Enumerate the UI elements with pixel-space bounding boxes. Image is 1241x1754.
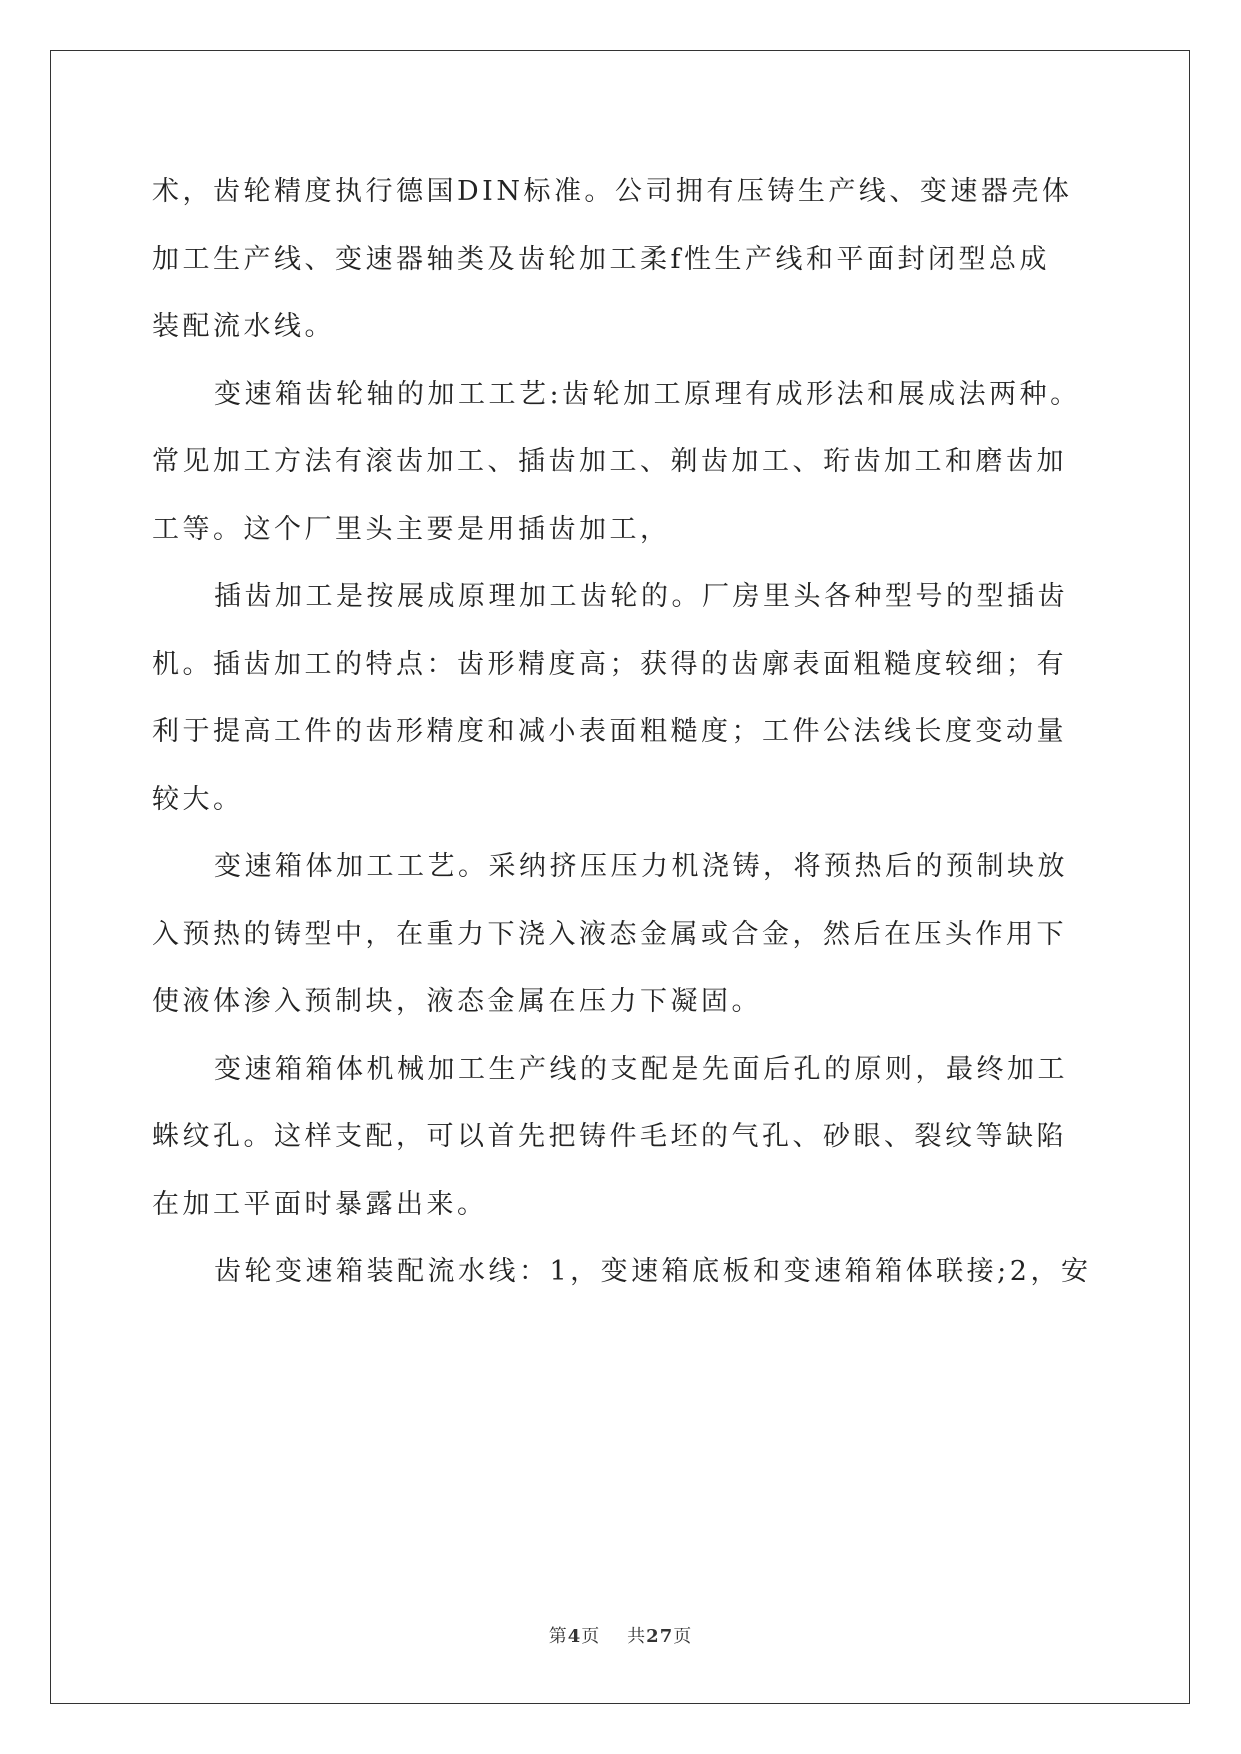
text-line: 变速箱箱体机械加工生产线的支配是先面后孔的原则，最终加工	[214, 1053, 1068, 1085]
text-line: 变速箱齿轮轴的加工工艺:齿轮加工原理有成形法和展成法两种。	[214, 378, 1081, 410]
paragraph-6	[152, 1238, 1092, 1306]
paragraph-1	[152, 158, 1092, 361]
text-line: 变速箱体加工工艺。采纳挤压压力机浇铸，将预热后的预制块放	[214, 851, 1068, 882]
text-line: 插齿加工是按展成原理加工齿轮的。厂房里头各种型号的型插齿	[214, 581, 1068, 612]
footer-page-unit: 页	[581, 1626, 601, 1647]
text-line: 机。插齿加工的特点：齿形精度高；获得的齿廓表面粗糙度较细；有	[152, 648, 1067, 680]
paragraph-3	[152, 563, 1092, 833]
text-line: 装配流水线。	[152, 311, 335, 342]
document-body	[152, 158, 1092, 1306]
text-line: 使液体渗入预制块，液态金属在压力下凝固。	[152, 986, 762, 1017]
text-line: 利于提高工件的齿形精度和减小表面粗糙度；工件公法线长度变动量	[152, 716, 1067, 747]
text-line: 蛛纹孔。这样支配，可以首先把铸件毛坯的气孔、砂眼、裂纹等缺陷	[152, 1121, 1067, 1152]
footer-total-prefix: 共	[627, 1626, 647, 1647]
footer-page-number: 4	[567, 1626, 582, 1647]
footer-total-pages: 27	[646, 1626, 674, 1647]
page-footer	[0, 1622, 1241, 1648]
text-line: 入预热的铸型中，在重力下浇入液态金属或合金，然后在压头作用下	[152, 918, 1067, 950]
footer-total-unit: 页	[673, 1626, 693, 1647]
paragraph-5	[152, 1036, 1092, 1239]
text-line: 齿轮变速箱装配流水线：1，变速箱底板和变速箱箱体联接;2，安	[214, 1256, 1092, 1287]
text-line: 工等。这个厂里头主要是用插齿加工，	[152, 513, 671, 545]
text-line: 较大。	[152, 783, 244, 815]
footer-prefix: 第	[548, 1626, 568, 1647]
paragraph-2	[152, 361, 1092, 564]
text-line: 在加工平面时暴露出来。	[152, 1188, 488, 1220]
text-line: 常见加工方法有滚齿加工、插齿加工、剃齿加工、珩齿加工和磨齿加	[152, 446, 1067, 477]
text-line: 术，齿轮精度执行德国DIN标准。公司拥有压铸生产线、变速器壳体	[152, 176, 1073, 207]
paragraph-4	[152, 833, 1092, 1036]
text-line: 加工生产线、变速器轴类及齿轮加工柔f性生产线和平面封闭型总成	[152, 243, 1050, 275]
